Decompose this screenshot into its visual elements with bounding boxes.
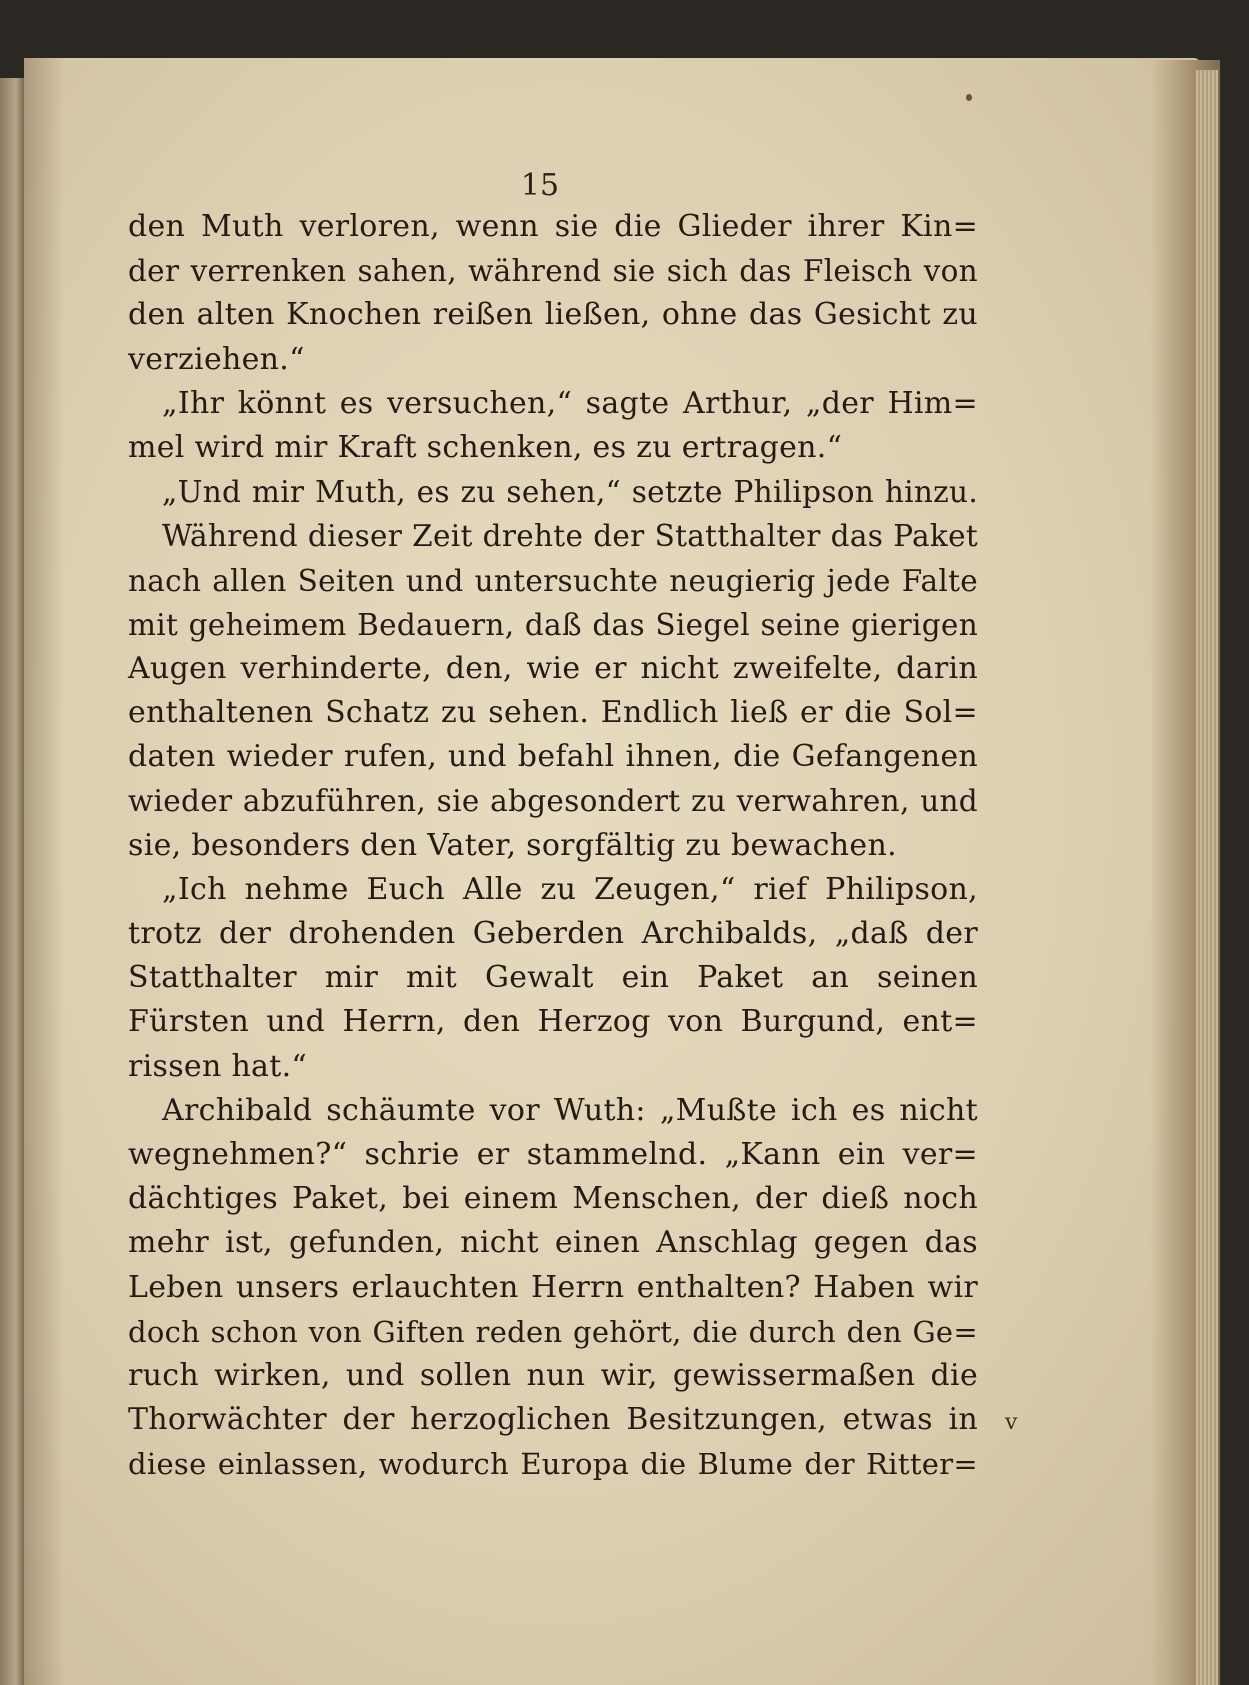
text-line: rissen hat.“ — [128, 1048, 308, 1084]
text-line: Während dieser Zeit drehte der Statthalter das Paket — [162, 519, 978, 554]
text-line: Leben unsers erlauchten Herrn enthalten? Haben wir — [128, 1269, 978, 1305]
text-line: diese einlassen, wodurch Europa die Blume der Ritter= — [128, 1447, 978, 1482]
text-line: den alten Knochen reißen ließen, ohne das Gesicht zu — [128, 297, 978, 333]
text-line: enthaltenen Schatz zu sehen. Endlich ließ er die Sol= — [128, 695, 978, 731]
body-text — [128, 205, 978, 1486]
page-number: 15 — [520, 168, 560, 203]
text-line: den Muth verloren, wenn sie die Glieder ihrer Kin= — [128, 209, 978, 244]
paper-speck — [966, 94, 972, 101]
text-line: doch schon von Giften reden gehört, die durch den Ge= — [128, 1314, 978, 1349]
text-line: mel wird mir Kraft schenken, es zu ertragen.“ — [128, 429, 843, 465]
text-line: trotz der drohenden Geberden Archibalds, „daß der — [128, 916, 978, 951]
text-line: daten wieder rufen, und befahl ihnen, die Gefangenen — [128, 739, 978, 775]
text-line: ruch wirken, und sollen nun wir, gewissermaßen die — [128, 1357, 978, 1393]
text-line: mit geheimem Bedauern, daß das Siegel seine gierigen — [128, 607, 978, 642]
text-line: der verrenken sahen, während sie sich das Fleisch von — [128, 254, 978, 289]
text-line: „Ich nehme Euch Alle zu Zeugen,“ rief Philipson, — [162, 871, 978, 907]
page-stack-edge — [1196, 70, 1218, 1685]
text-line: Fürsten und Herrn, den Herzog von Burgund, ent= — [128, 1004, 978, 1040]
text-line: „Ihr könnt es versuchen,“ sagte Arthur, „der Him= — [162, 385, 978, 421]
left-page-edge — [0, 78, 26, 1685]
text-line: Thorwächter der herzoglichen Besitzungen, etwas in — [128, 1402, 978, 1438]
margin-mark: v — [1005, 1410, 1018, 1435]
text-line: Statthalter mir mit Gewalt ein Paket an seinen — [128, 960, 978, 996]
text-line: wegnehmen?“ schrie er stammelnd. „Kann ein ver= — [128, 1136, 978, 1172]
text-line: Augen verhinderte, den, wie er nicht zweifelte, darin — [128, 650, 978, 686]
text-line: Archibald schäumte vor Wuth: „Mußte ich es nicht — [162, 1092, 978, 1128]
spine-shadow — [24, 58, 64, 1685]
text-line: „Und mir Muth, es zu sehen,“ setzte Philipson hinzu. — [162, 475, 978, 510]
text-line: wieder abzuführen, sie abgesondert zu verwahren, und — [128, 784, 978, 819]
text-line: verziehen.“ — [128, 341, 305, 377]
text-line: dächtiges Paket, bei einem Menschen, der dieß noch — [128, 1181, 978, 1217]
text-line: mehr ist, gefunden, nicht einen Anschlag gegen das — [128, 1225, 978, 1261]
text-line: nach allen Seiten und untersuchte neugierig jede Falte — [128, 563, 978, 598]
text-line: sie, besonders den Vater, sorgfältig zu bewachen. — [128, 827, 897, 863]
